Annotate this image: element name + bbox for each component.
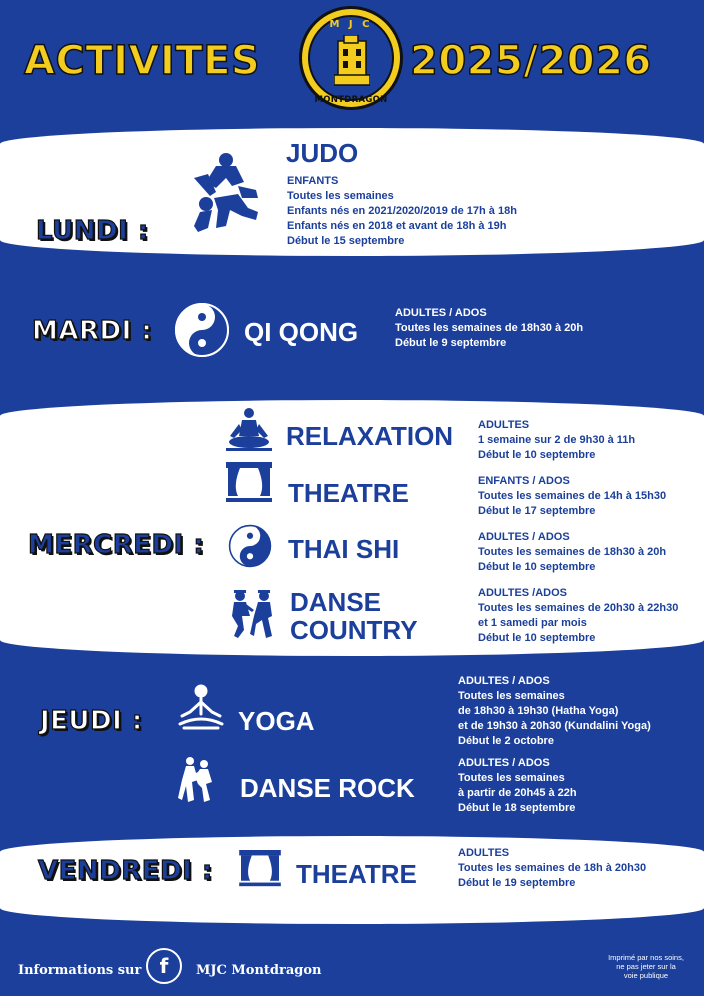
activity-relaxation: RELAXATION [286,421,454,451]
info-line: Toutes les semaines de 14h à 15h30 [478,490,667,502]
section-mercredi [0,400,704,656]
activity-yoga: YOGA [238,706,315,736]
info-line: Toutes les semaines [287,190,394,202]
meditation-icon [226,406,272,452]
info-qi-qong [395,306,583,351]
judo-icon [186,152,266,234]
day-mardi: MARDI : [32,316,153,346]
day-vendredi: VENDREDI : [38,856,213,886]
info-line: Début le 10 septembre [478,632,596,644]
info-line: Toutes les semaines de 18h30 à 20h [395,322,584,334]
note-line: Imprimé par nos soins, [608,953,684,962]
country-dance-icon [226,590,278,640]
info-line: ADULTES / ADOS [458,757,550,769]
section-lundi [0,128,704,256]
activity-thai-shi: THAI SHI [288,534,400,564]
print-note [598,953,694,980]
info-line: ENFANTS / ADOS [478,475,570,487]
building-icon [334,35,370,89]
info-line: Début le 10 septembre [478,561,596,573]
note-line: voie publique [623,971,669,980]
info-line: ADULTES / ADOS [458,675,550,687]
yin-yang-icon [174,302,230,358]
info-line: Début le 17 septembre [478,505,596,517]
info-line: Toutes les semaines de 20h30 à 22h30 [478,602,679,614]
activity-danse-rock: DANSE ROCK [240,773,415,803]
info-line: Début le 2 octobre [458,735,554,747]
activity-theatre: THEATRE [288,478,409,508]
activity-qi-qong: QI QONG [244,317,359,347]
info-line: Début le 19 septembre [458,877,576,889]
section-vendredi [0,836,704,924]
section-mardi [0,262,704,394]
theatre-curtain-icon [238,850,282,888]
day-jeudi: JEUDI : [40,706,143,736]
facebook-icon[interactable]: f [146,948,182,984]
info-relaxation [478,418,635,463]
info-line: Enfants nés en 2018 et avant de 18h à 19h [287,220,507,232]
info-line: Enfants nés en 2021/2020/2019 de 17h à 18h [287,205,517,217]
info-line: de 18h30 à 19h30 (Hatha Yoga) [458,705,619,717]
info-thai-shi [478,530,666,575]
info-line: ADULTES / ADOS [478,531,570,543]
info-line: Toutes les semaines de 18h30 à 20h [478,546,667,558]
day-lundi: LUNDI : [36,216,149,246]
info-line: Début le 15 septembre [287,235,405,247]
activity-name-line: DANSE [290,587,382,617]
info-line: ADULTES [478,419,530,431]
title-activites: ACTIVITES [24,38,261,84]
yoga-icon [176,684,226,732]
day-mercredi: MERCREDI : [28,530,205,560]
info-line: ENFANTS [287,175,339,187]
activity-theatre-vendredi: THEATRE [296,859,417,889]
info-line: Début le 18 septembre [458,802,576,814]
note-line: ne pas jeter sur la [616,962,676,971]
info-danse-country [478,586,678,646]
info-danse-rock [458,756,577,816]
activity-name-line: COUNTRY [290,615,418,645]
info-line: Toutes les semaines [458,690,565,702]
info-line: et 1 samedi par mois [478,617,587,629]
info-line: Début le 10 septembre [478,449,596,461]
logo-top-text: M J C [329,19,373,30]
info-line: ADULTES [458,847,510,859]
info-line: à partir de 20h45 à 22h [458,787,577,799]
info-judo [287,174,517,249]
theatre-curtain-icon [226,462,272,504]
footer-page-name[interactable]: MJC Montdragon [196,963,322,978]
info-yoga [458,674,651,749]
info-line: Début le 9 septembre [395,337,507,349]
info-line: Toutes les semaines [458,772,565,784]
info-theatre-vendredi [458,846,646,891]
info-line: Toutes les semaines de 18h à 20h30 [458,862,647,874]
info-theatre [478,474,666,519]
footer-info-prefix: Informations sur [18,963,142,978]
activity-judo: JUDO [286,138,359,168]
info-line: 1 semaine sur 2 de 9h30 à 11h [478,434,636,446]
info-line: et de 19h30 à 20h30 (Kundalini Yoga) [458,720,651,732]
info-line: ADULTES / ADOS [395,307,487,319]
section-jeudi [0,662,704,828]
rock-dance-icon [176,756,216,804]
mjc-logo [299,6,403,110]
logo-bottom-text: MONTDRAGON [314,95,388,105]
activity-danse-country [290,588,418,644]
info-line: ADULTES /ADOS [478,587,568,599]
yin-yang-icon [228,524,272,568]
title-year: 2025/2026 [410,38,652,84]
